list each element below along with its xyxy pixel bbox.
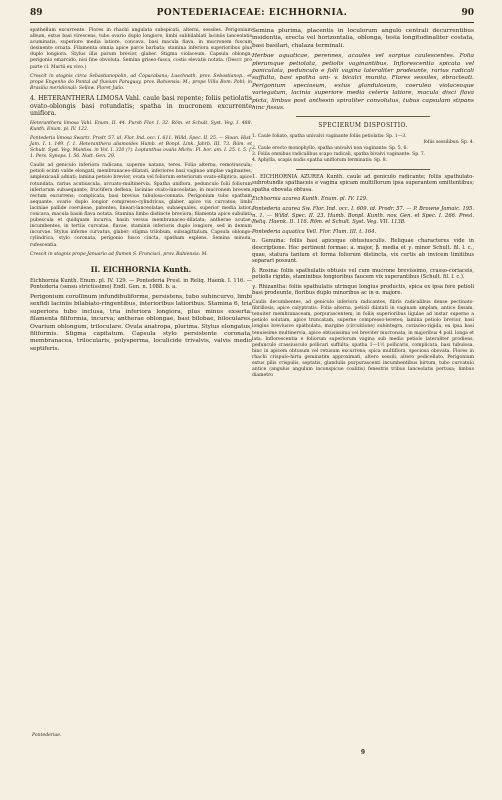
right-column (252, 28, 474, 382)
page-number-right: 90 (461, 8, 474, 18)
species-heading-azurea: 1. EICHHORNIA AZUREA Kunth. caule ad geniculo radicante; foliis spathulato-subrotundis spathaceis e vagina spicam multiflorum ipsa superantem emittentibus; spatha obovata obtusa. (252, 173, 474, 193)
key-line-1a: 1. Caule foliato, spatha univalvi vaginante foliis petiolatis: Sp. 1—3. (252, 133, 407, 139)
left-column (30, 28, 252, 356)
running-header (30, 8, 474, 22)
synonymy-azurea-3: Pontederia aquatica Vell. Flor. Flum. III. t. 164. (252, 228, 377, 235)
variety-beta: β. Rosina: foliis spathulatis obtusis vel cum mucrone brevissimo, crasso-coriaceis, petiolis rigidis, staminibus longioribus faucem vix superantibus (Schult. fil. l. c.). (252, 267, 474, 281)
genus-synonymy: Eichhornia Kunth. Enum. pl. IV. 129. — Pontederia Presl. in Reliq. Haenk. I. 116. — Pontederia (sensu strictissimo) Endl. Gen. n. 1088. b. a. (30, 277, 252, 291)
signature-mark: Pontederiae. (32, 733, 62, 738)
page-footer-number: 9 (360, 749, 366, 756)
key-line-2: 2. Caule erecto monophyllo, spatha univalvi non vaginante: Sp. 5, 6. (252, 145, 408, 151)
variety-alpha: α. Genuina: foliis basi apiceque obtusiusculis. Reliquae characteres vide in descriptione. Hoc pertinent formae: a. major, β. media et γ. minor Schult. fil. l. c., quae, statura tantum et forma foliorum distincta, vix certis ab invicem limitibus separari possunt. (252, 238, 474, 265)
synonymy-azurea-2: Pontederia azurea Sw. Flor. Ind. occ. I. 609. id. Prodr. 57. — P. Browne Jamaic. 195. n. 1. — Willd. Spec. II. 23. Humb. Bonpl. Kunth. nov. Gen. et Spec. I. 266. Presl. Reliq. Haenk. II. 116. Röm. et Schult. Syst. Veg. VII. 1138. (252, 205, 474, 226)
key-line-1b: foliis sessilibus: Sp. 4. (423, 139, 474, 145)
description-paragraph: spathellum excurrente. Flores in rhachi angulata subspicati, alterni, sessiles. Perigonium album, extus basi virescens, tubo ovario duplo longiore, limbi subbilabiati laciniis lanceolatis acuminatis, superiore media latiore, concava, basi macula flava, in mucronem fuscum desinente ornata. Filamenta omnia apice parce barbata; stamina inferiora superioribus plus duplo longiora. Stylus illis parum brevior, glaber. Stigma violaceum. Capsula oblonga, perigonio emarcido, nisi fine obvoluta. Semina griseo-fusca, costis elevatis notata. (Descr. pro parte cl. Martii ex vivo.) (30, 28, 252, 70)
species-heading: 4. HETERANTHERA LIMOSA Vahl. caule basi repente; foliis petiolatis ovato-oblongis basi rotundatis; spatha in mucronem excurrente uniflora. (30, 94, 252, 118)
description-paragraph-2: Caulis ad geniculo inferiora radicans, superne natans, teres. Folia alterna, remotiuscula; petioli ecinti valde elongati, membranaceo-dilatati, inferiores basi vaginae amplae vaginantes, amplexicauli adnati; lamina petiolo brevior, ovata vel foliorum exteriorum ovato-elliptica, apice rotundata, rarius acutiuscula, arcuato-multinervia. Spatha uniflora, pedunculo folii foliorum inferiorum subaequante, fructifera deflexa; laciniae ovato-lanceolatae, in mucronem brevem, rectum excurrens; complicata, basi brevius tubulosa-connata. Perigonium tubo spatham aequante, ovario duplo longior compresso-cylindricus, glaber, apice vix curvatus; limbi laciniae pallide coeruleae, patentes, lineari-lanceolatae, subaequales, superior media latior, concava, macula basin flava notata. Stamina limbo distincte breviora; filamenta apice subulata pubescula et quidquam incurva, basin versus membranaceo-dilatata; antherae acutae, incumbentes, in tertiis curvatae, flavae, staminis inferioris duplo longiore, sed in demum incurvae. Stylus inferne curvatus, glaber; stigma trilobum, subsagittatum. Capsula oblongo-cylindrica, stylo coronata, perigonio fusco cincta, spatham explens. Semina minuta, rufescentia. (30, 163, 252, 248)
running-title: PONTEDERIACEAE: EICHHORNIA. (156, 8, 348, 18)
key-line-4: 4. Aphylla, scapis nudis spatha uniflorum terminatis: Sp. 8. (252, 158, 388, 164)
page-number-left: 89 (30, 8, 43, 18)
description-azurea: Caulis decumbentes, ad geniculo inferiora radicantes, fibris radicalibus dense pectinato-fibrillosis, apice calyptratis. Folia alterna, petioli dilatati in vaginam amplam, antice fissam, tenuiter membranaceam, perpurascentem; in foliis superioribus ligulae ad instar superne a petiolo solutam, apice truncatam, superne compresso-teretes; lamina petiolo brevior, basi longius breviusve spathulata, margine (circuitione) subintegra, coriaceo-rigida, ex ipsa basi tenuissime multinervia, apice obtusissima vel breviter mucronata, in majoribus 4 poll. longa et lata. Inflorescentia e foliorum superiorum vagina sub medio petiolo lateraliter prodiens, pedunculo crassiusculo pollicari suffulta; spatha 1—1½ pollicaris, complicata, basi tubulosa, hinc in apicem obtusum vel retusum excurrens; spica multiflora, speciosa obovata. Flores in rhachi crispulo-hirta geminatim approximati, altero sessili, altero pedicellato. Perigonium extus pilis crispulis, septatis, glandulis purpurascenti incumbentibus hirtum, tubo curvatulo antice (angulus angulum inconspicue coalitis) fenestris tribus lanceolatis pertusa; limbus diametro (252, 300, 474, 379)
habitat-paragraph-2: Crescit in stagnis prope Januario ad flumen S. Francisci, prov. Bahiensis: M. (30, 251, 208, 257)
genus-title: II. EICHHORNIA Kunth. (90, 264, 192, 274)
genus-description-cont: Semina plurima, placentis in loculorum angulo centrali decurrentibus insidentia, erecta vel horizontalia, oblonga, testa longitudinaliter costata, basi basilari, chalaza terminali. (252, 28, 474, 49)
variety-gamma: γ. Rhizantha: foliis spathulatis utrinque longius productis, spica ex ipsa fere petioli basi prodeunte, floribus duplo minoribus ac in α. majore. (252, 283, 474, 297)
synonymy-paragraph-2: Pontederia limosa Swartz. Prodr. 57. id. Flor. Ind. occ. I. 611. Willd. Spec. II. 25. — Sloan. Hist. Jam. I. t. 149. f. 1. Heteranthera alismoides Humb. et Bonpl. Link. Jahrb. III. 73. Röm. et Schult. Syst. Veg. Mantiss. in Vol. I. 320 (?). Leptanthus ovalis Michx. Fl. bor. am. I. 25. t. 5. f. 1. Pers. Synops. I. 56. Nutt. Gen. 29. (30, 135, 252, 160)
header-rule (30, 22, 474, 23)
genus-habit-paragraph: Herbae aquaticae, perennes, acaules vel sarpius caulescentes. Folia plerumque petiolata, petiolis vaginantibus. Inflorescentia spicata vel paniculata, pedunculo e folii vagina lateraliter prodeunte, rarius radicali suffulta, basi spatha uni- v. bicalci munita. Flores sessiles, ebracteati. Perigonium speciosum, extus glandulosum, coeruleo violaceoque variegatum, lacinia superiore media ceteris latiore, macula disci flava picta, limbus post anthesin spiraliter convolutus, tubus capsulam stipans hinc fissus. (252, 53, 474, 112)
genus-description: Perigonium corollinum infundibuliforme, persistens, tubo subincurvo, limbi sexfidi laciniis bilabiato-ringentibus, interioribus latioribus. Stamina 6, tria superiora tubo inclusa, tria inferiora longiora, plus minus exserta: filamenta filiformia, incurva; antherae oblongae, basi bilobae, biloculares. Ovarium oblongum, triloculare. Ovula anatropa, plurima. Stylus elongatus, filiformis. Stigma capitatum. Capsula stylo persistente coronata, membranacea, trilocularis, polysperma, loculicide trivalvis, valvis medio septiferis. (30, 293, 252, 352)
synonymy-azurea-1: Eichhornia azurea Kunth. Enum. pl. IV. 129. (252, 196, 368, 203)
habitat-paragraph: Crescit in stagnis circa Sebastianopolin, ad Copacabana; Luschnath, prov. Sebastianop., et prope Engenho do Pontal ad fluvium Paraguay, prov. Bahiensis: M.; prope Villa Bom: Pohl; in Brasilia meridionali: Sellow. Floret Julio. (30, 73, 252, 91)
key-line-3: 3. Foliis omnibus radicalibus scapo radicali, spatha bivalvi vaginante: Sp. 7. (252, 152, 426, 158)
synonymy-paragraph: Heteranthera limosa Vahl. Enum. II. 44. Pursh Flor. I. 32. Röm. et Schult. Syst. Veg. I. 488. Kunth. Enum. pl. IV. 122. (30, 120, 252, 132)
section-divider (296, 116, 429, 117)
section-divider-2 (296, 169, 429, 170)
species-key-heading: SPECIERUM DISPOSITIO. (318, 122, 408, 130)
